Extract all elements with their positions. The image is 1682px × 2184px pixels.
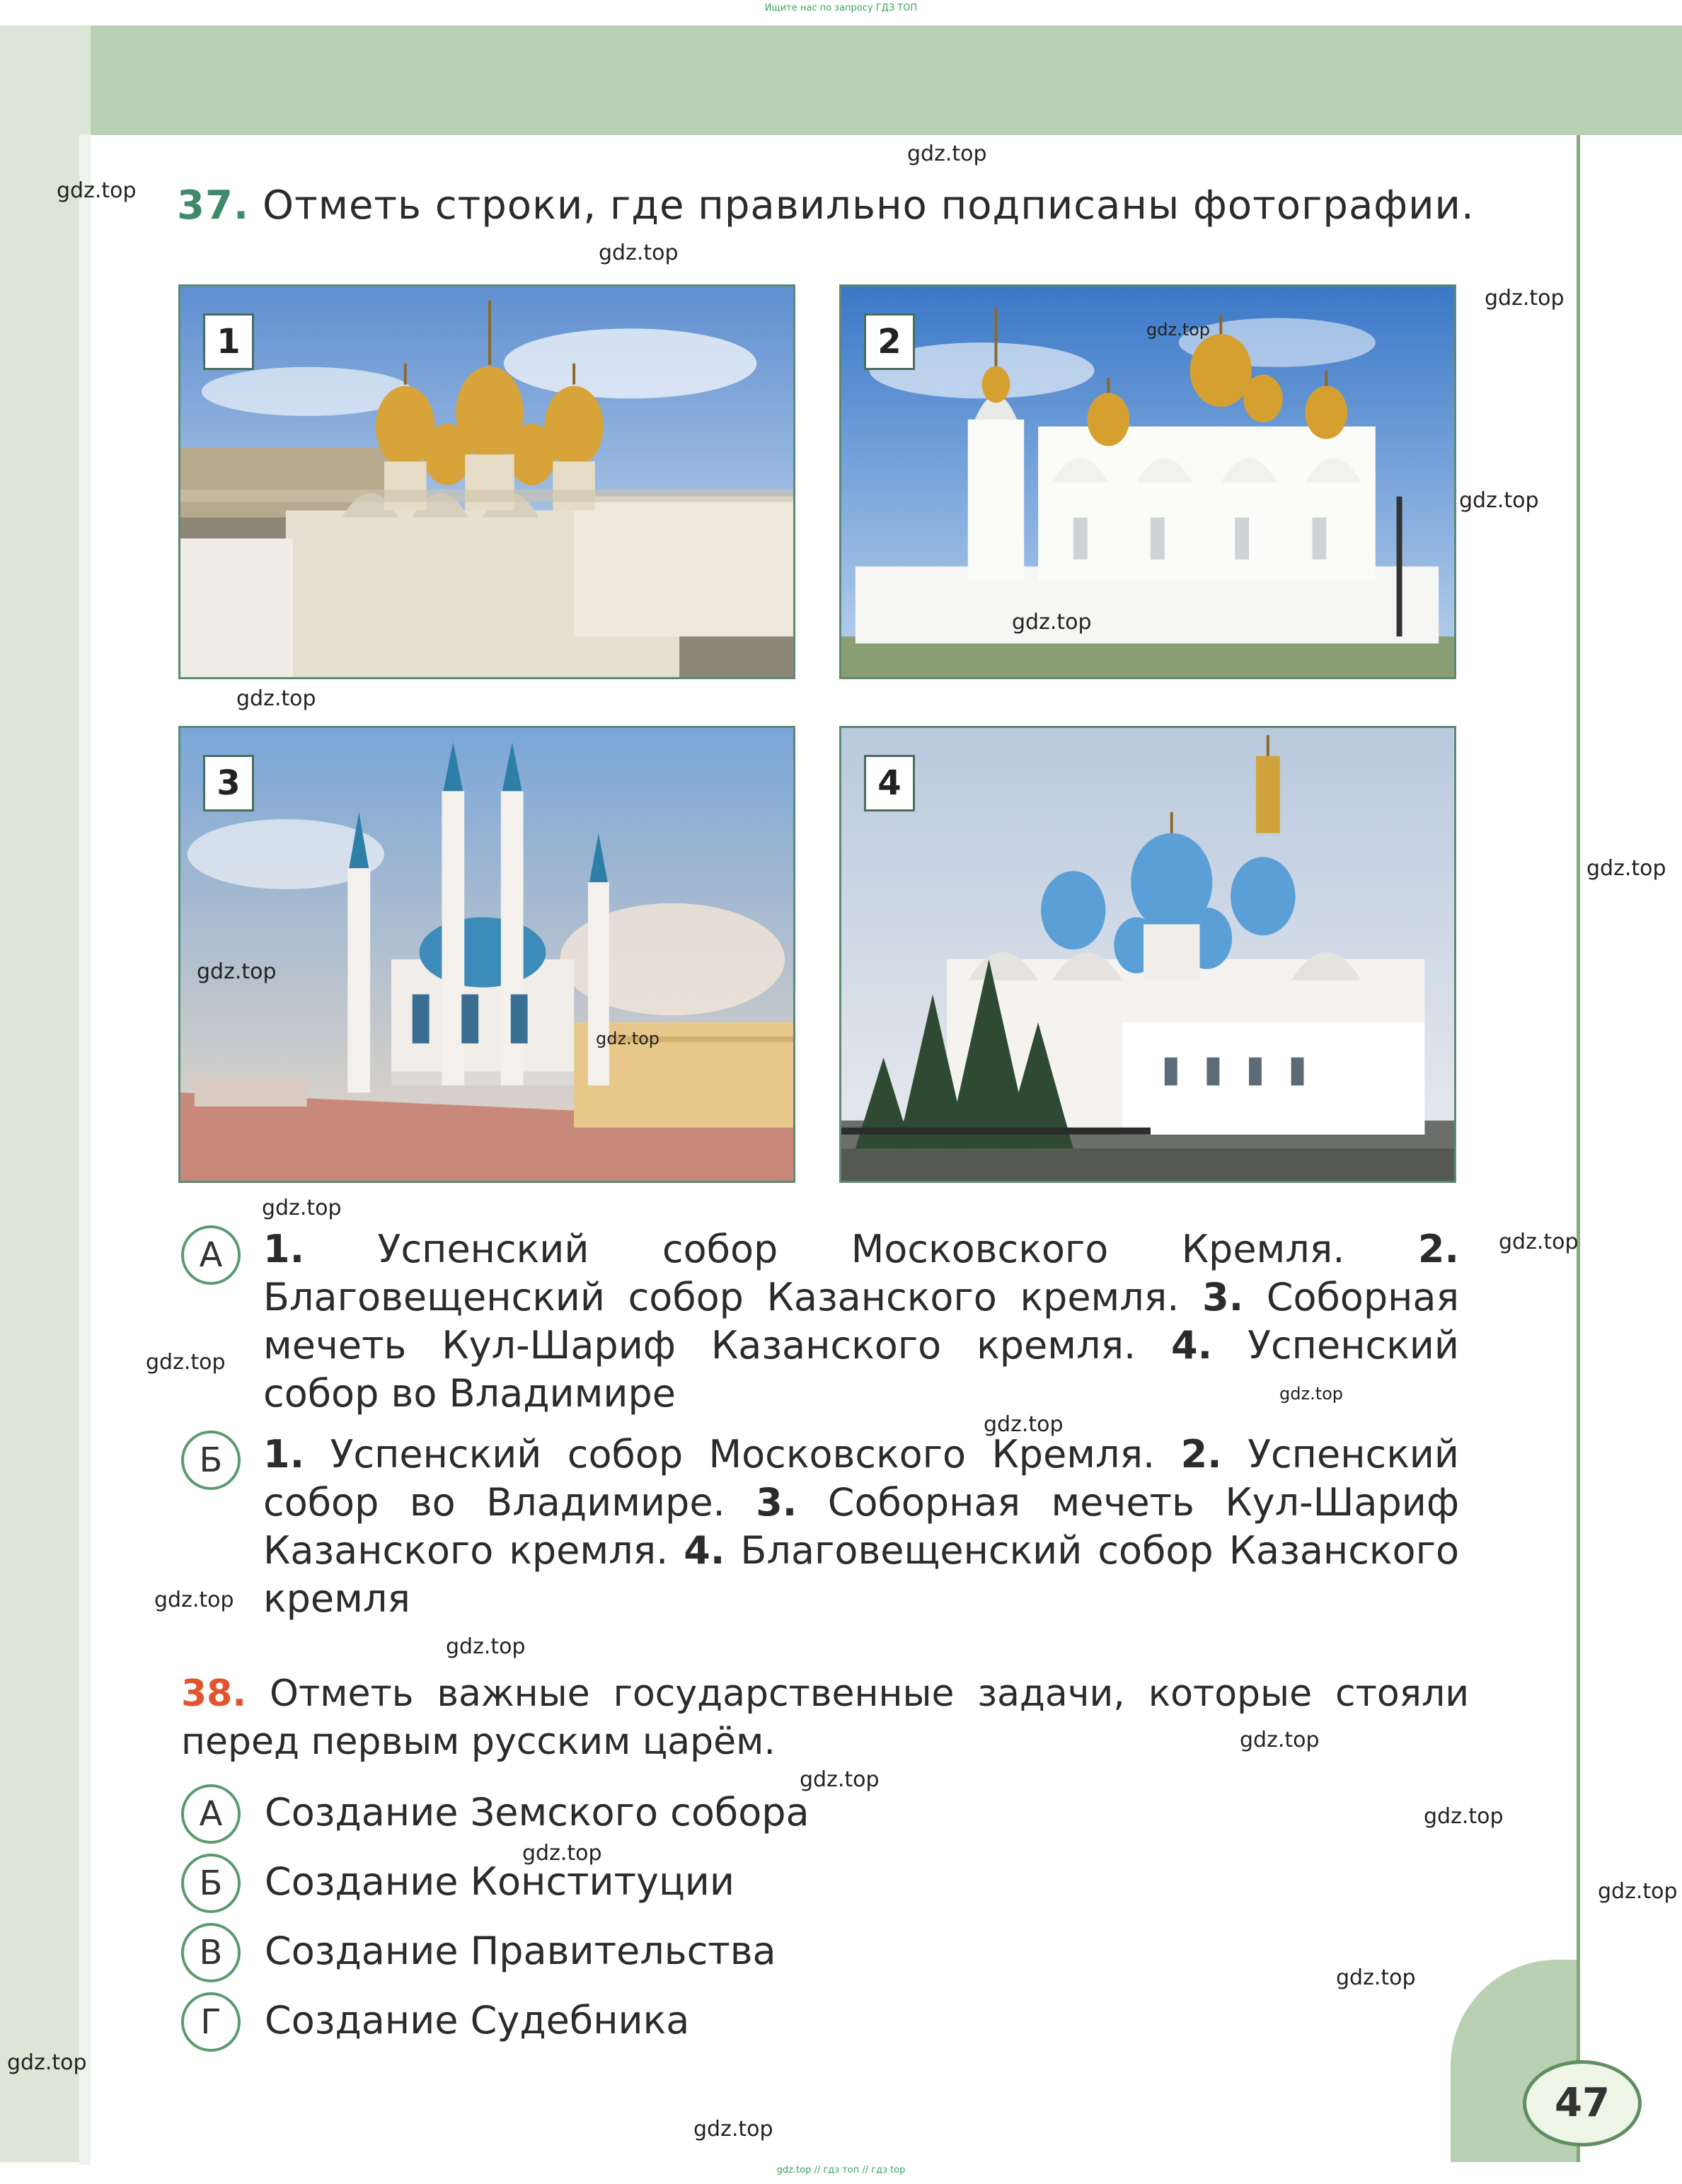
option-37-a-n2: 2.: [1417, 1227, 1459, 1271]
option-38-v-text: Создание Правительства: [265, 1929, 776, 1973]
option-37-a-t2: Благовещенский собор Казанского кремля.: [263, 1275, 1203, 1319]
option-38-g-circle[interactable]: Г: [181, 1992, 241, 2052]
option-38-a-circle[interactable]: А: [181, 1784, 241, 1844]
watermark: gdz.top: [262, 1196, 342, 1220]
option-37-b-n3: 3.: [756, 1480, 797, 1525]
watermark: gdz.top: [236, 686, 316, 711]
watermark: gdz.top: [1424, 1804, 1504, 1829]
option-37-b-text: [263, 1431, 1459, 1623]
photo-1: [178, 284, 795, 679]
photo-1-image: [180, 287, 793, 677]
header-note: Ищите нас по запросу ГДЗ ТОП: [764, 3, 918, 13]
watermark: gdz.top: [7, 2050, 87, 2075]
photo-3: [178, 726, 795, 1183]
option-38-b-text: Создание Конституции: [265, 1859, 735, 1904]
photo-4-label: 4: [864, 755, 915, 811]
option-37-b-n2: 2.: [1180, 1432, 1222, 1477]
watermark: gdz.top: [197, 959, 277, 984]
photo-2-image: [841, 287, 1454, 677]
watermark: gdz.top: [1459, 488, 1539, 513]
watermark: gdz.top: [1146, 320, 1211, 340]
watermark: gdz.top: [1240, 1728, 1320, 1752]
top-green-band: [0, 25, 1682, 135]
option-37-a-t1: Успенский собор Московского Кремля.: [304, 1227, 1418, 1271]
watermark: gdz.top: [1336, 1965, 1416, 1990]
option-37-a-n4: 4.: [1171, 1323, 1213, 1368]
photo-4-image: [841, 728, 1454, 1181]
right-green-line: [1577, 135, 1580, 2162]
right-margin: [1580, 135, 1682, 2162]
option-37-a-t3: Соборная мечеть Кул-Шариф Казанского кремля.: [263, 1275, 1459, 1368]
option-37-a-n3: 3.: [1202, 1275, 1244, 1319]
task-37-title: [177, 183, 1475, 229]
option-37-a-n1: 1.: [263, 1227, 305, 1271]
task-37-text: Отметь строки, где правильно подписаны фотографии.: [263, 183, 1475, 229]
photo-4: [839, 726, 1456, 1183]
option-38-a-text: Создание Земского собора: [265, 1790, 810, 1835]
page-number: 47: [1523, 2060, 1642, 2147]
task-38-number: 38.: [181, 1672, 247, 1715]
watermark: gdz.top: [596, 1029, 660, 1048]
option-38-b-circle[interactable]: Б: [181, 1854, 241, 1913]
task-37-number: 37.: [177, 183, 250, 229]
watermark: gdz.top: [599, 241, 679, 265]
photo-3-label: 3: [203, 755, 254, 811]
watermark: gdz.top: [1279, 1384, 1344, 1404]
left-band-edge: [79, 134, 91, 2165]
watermark: gdz.top: [1499, 1230, 1579, 1254]
watermark: gdz.top: [154, 1588, 234, 1612]
photo-2-label: 2: [864, 313, 915, 370]
option-37-b-t3: Соборная мечеть Кул-Шариф Казанского кремля.: [263, 1480, 1459, 1573]
watermark: gdz.top: [522, 1841, 602, 1866]
watermark: gdz.top: [57, 178, 137, 203]
option-37-b-circle[interactable]: Б: [181, 1431, 241, 1490]
watermark: gdz.top: [1586, 856, 1666, 881]
option-37-b-t2: Успенский собор во Владимире.: [263, 1432, 1459, 1525]
task-38-text: Отметь важные государственные задачи, которые стояли перед первым русским царём.: [181, 1672, 1469, 1763]
option-37-b-t4: Благовещенский собор Казанского кремля: [263, 1528, 1459, 1621]
photo-3-image: [180, 728, 793, 1181]
watermark: gdz.top: [1012, 610, 1092, 635]
watermark: gdz.top: [146, 1350, 226, 1375]
watermark: gdz.top: [800, 1767, 880, 1792]
option-37-b-t1: Успенский собор Московского Кремля.: [304, 1432, 1181, 1477]
option-38-g-text: Создание Судебника: [265, 1998, 690, 2043]
watermark: gdz.top: [1598, 1879, 1678, 1904]
watermark: gdz.top: [693, 2117, 773, 2142]
watermark: gdz.top: [984, 1412, 1064, 1437]
left-green-band: [0, 25, 91, 2162]
photo-1-label: 1: [203, 313, 254, 370]
watermark: gdz.top: [907, 141, 987, 166]
photo-2: [839, 284, 1456, 679]
option-37-b-n1: 1.: [263, 1432, 305, 1477]
option-37-a-circle[interactable]: А: [181, 1225, 241, 1285]
option-38-v-circle[interactable]: В: [181, 1923, 241, 1982]
watermark: gdz.top: [1485, 286, 1565, 311]
option-37-b-n4: 4.: [684, 1528, 725, 1573]
option-37-a-t4: Успенский собор во Владимире: [263, 1323, 1459, 1416]
watermark: gdz.top: [446, 1634, 526, 1659]
footer-note: gdz.top // гдз топ // гдз top: [776, 2165, 906, 2176]
